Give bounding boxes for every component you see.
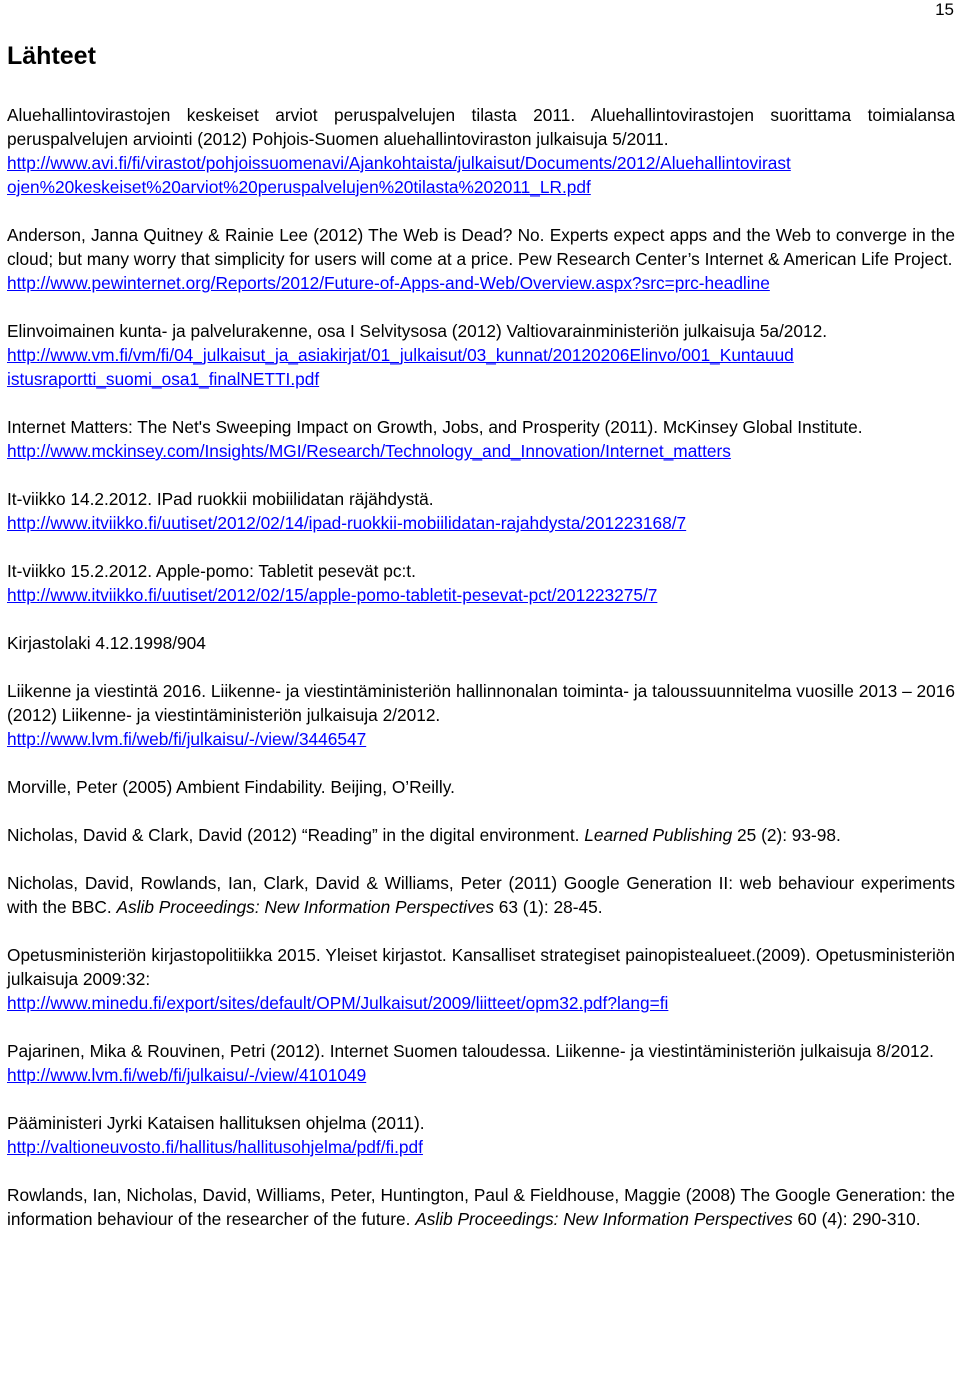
reference-text: Liikenne ja viestintä 2016. Liikenne- ja viestintäministeriön hallinnonalan toiminta- ja taloussuunnitelma vuosille 2013 – 2016 (2012) Liikenne- ja viestintäministeriön julkaisuja 2/2012.	[7, 681, 955, 725]
reference-text: Elinvoimainen kunta- ja palvelurakenne, osa I Selvitysosa (2012) Valtiovarainministeriön julkaisuja 5a/2012.	[7, 321, 828, 341]
reference-liikenne-viestinta	[7, 679, 955, 751]
reference-aluehallintovirastot	[7, 103, 955, 199]
reference-link[interactable]: http://www.mckinsey.com/Insights/MGI/Research/Technology_and_Innovation/Internet_matters	[7, 441, 731, 461]
reference-text: Opetusministeriön kirjastopolitiikka 2015. Yleiset kirjastot. Kansalliset strategiset painopistealueet.(2009). Opetusministeriön julkaisuja 2009:32:	[7, 945, 955, 989]
page-title: Lähteet	[7, 42, 96, 70]
reference-text: Anderson, Janna Quitney & Rainie Lee (2012) The Web is Dead? No. Experts expect apps and the Web to converge in the cloud; but many worry that simplicity for users will come at a price. Pew Research Center’s Internet & American Life Project.	[7, 225, 955, 269]
reference-link[interactable]: http://www.vm.fi/vm/fi/04_julkaisut_ja_asiakirjat/01_julkaisut/03_kunnat/20120206Elinvo/001_Kuntauud	[7, 345, 794, 365]
reference-link-continued[interactable]: istusraportti_suomi_osa1_finalNETTI.pdf	[7, 369, 320, 389]
page-number: 15	[935, 0, 954, 19]
reference-link[interactable]: http://valtioneuvosto.fi/hallitus/hallitusohjelma/pdf/fi.pdf	[7, 1137, 423, 1157]
reference-itviikko-apple	[7, 559, 955, 607]
reference-text: Nicholas, David & Clark, David (2012) “Reading” in the digital environment.	[7, 825, 585, 845]
reference-link[interactable]: http://www.lvm.fi/web/fi/julkaisu/-/view/3446547	[7, 729, 367, 749]
reference-link[interactable]: http://www.avi.fi/fi/virastot/pohjoissuomenavi/Ajankohtaista/julkaisut/Documents/2012/Aluehallintovirast	[7, 153, 791, 173]
reference-link[interactable]: http://www.pewinternet.org/Reports/2012/Future-of-Apps-and-Web/Overview.aspx?src=prc-headline	[7, 273, 770, 293]
reference-text: Morville, Peter (2005) Ambient Findability. Beijing, O’Reilly.	[7, 777, 455, 797]
reference-text: Pääministeri Jyrki Kataisen hallituksen ohjelma (2011).	[7, 1113, 425, 1133]
reference-nicholas-rowlands	[7, 871, 955, 919]
reference-text: Kirjastolaki 4.12.1998/904	[7, 633, 206, 653]
reference-opetusministerio	[7, 943, 955, 1015]
reference-rowlands	[7, 1183, 955, 1231]
reference-text-end: 60 (4): 290-310.	[792, 1209, 921, 1229]
journal-title: Aslib Proceedings: New Information Perspectives	[116, 897, 494, 917]
reference-internet-matters	[7, 415, 955, 463]
reference-text: Pajarinen, Mika & Rouvinen, Petri (2012). Internet Suomen taloudessa. Liikenne- ja viestintäministeriön julkaisuja 8/2012.	[7, 1041, 934, 1061]
reference-morville	[7, 775, 955, 799]
reference-itviikko-ipad	[7, 487, 955, 535]
reference-text: It-viikko 14.2.2012. IPad ruokkii mobiilidatan räjähdystä.	[7, 489, 434, 509]
reference-text: Rowlands, Ian, Nicholas, David, Williams, Peter, Huntington, Paul & Fieldhouse, Maggie (2008) The Google Generation: the information behaviour of the researcher of the future.	[7, 1185, 955, 1229]
reference-anderson	[7, 223, 955, 295]
reference-link[interactable]: http://www.itviikko.fi/uutiset/2012/02/15/apple-pomo-tabletit-pesevat-pct/201223275/7	[7, 585, 658, 605]
reference-kirjastolaki	[7, 631, 955, 655]
journal-title: Aslib Proceedings: New Information Perspectives	[415, 1209, 793, 1229]
reference-text: It-viikko 15.2.2012. Apple-pomo: Tabletit pesevät pc:t.	[7, 561, 416, 581]
reference-text-end: 25 (2): 93-98.	[732, 825, 841, 845]
journal-title: Learned Publishing	[584, 825, 733, 845]
reference-hallitusohjelma	[7, 1111, 955, 1159]
reference-link[interactable]: http://www.lvm.fi/web/fi/julkaisu/-/view/4101049	[7, 1065, 367, 1085]
reference-link[interactable]: http://www.itviikko.fi/uutiset/2012/02/14/ipad-ruokkii-mobiilidatan-rajahdysta/201223168/7	[7, 513, 687, 533]
reference-nicholas-clark	[7, 823, 955, 847]
reference-text: Internet Matters: The Net's Sweeping Impact on Growth, Jobs, and Prosperity (2011). McKinsey Global Institute.	[7, 417, 863, 437]
reference-elinvoimainen-kunta	[7, 319, 955, 391]
reference-text-end: 63 (1): 28-45.	[493, 897, 603, 917]
reference-link[interactable]: http://www.minedu.fi/export/sites/default/OPM/Julkaisut/2009/liitteet/opm32.pdf?lang=fi	[7, 993, 669, 1013]
reference-text: Nicholas, David, Rowlands, Ian, Clark, David & Williams, Peter (2011) Google Generation II: web behaviour experiments with the BBC.	[7, 873, 955, 917]
reference-list	[7, 103, 955, 1255]
reference-link-continued[interactable]: ojen%20keskeiset%20arviot%20peruspalvelujen%20tilasta%202011_LR.pdf	[7, 177, 591, 197]
reference-pajarinen	[7, 1039, 955, 1087]
reference-text: Aluehallintovirastojen keskeiset arviot peruspalvelujen tilasta 2011. Aluehallintovirastojen suorittama toimialansa peruspalvelujen arviointi (2012) Pohjois-Suomen aluehallintoviraston julkaisuja 5/2011.	[7, 105, 955, 149]
